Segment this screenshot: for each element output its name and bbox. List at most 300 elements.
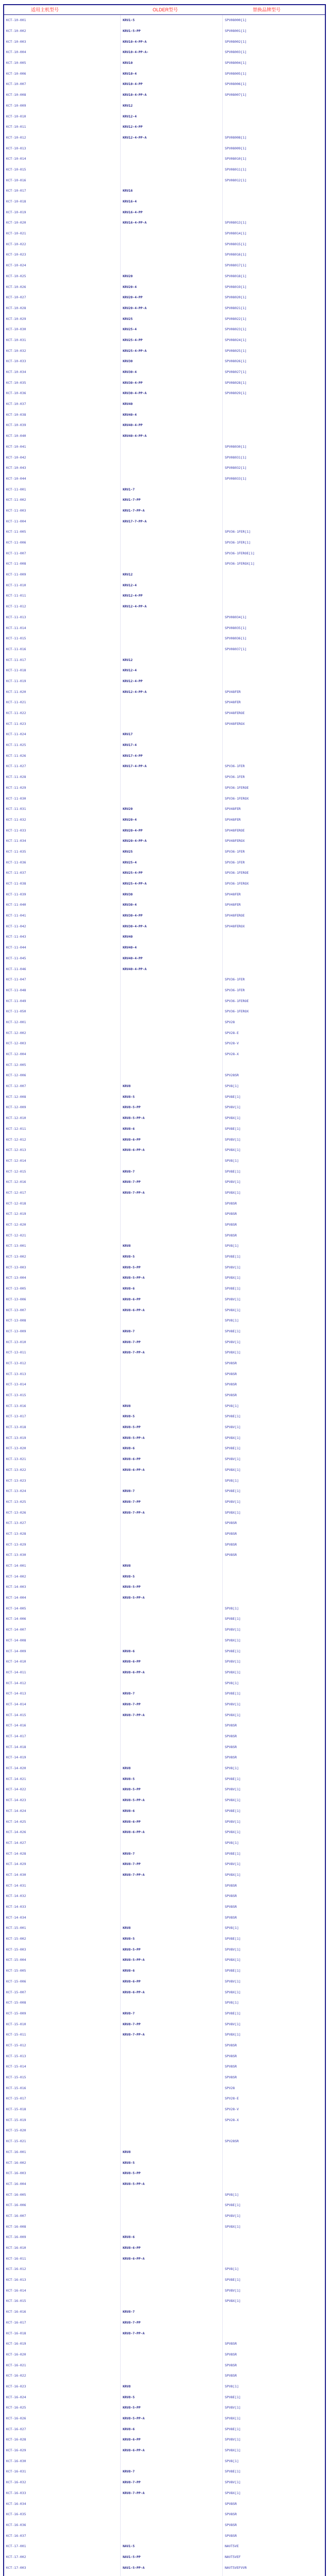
older-model-cell xyxy=(121,2072,223,2083)
host-model-cell: KCT-16-033 xyxy=(4,2488,121,2499)
host-model-cell: KCT-10-031 xyxy=(4,335,121,346)
table-row xyxy=(4,846,325,857)
older-model-cell: KRV20-4-PP xyxy=(121,825,223,836)
older-model-cell xyxy=(121,239,223,249)
replacement-model-cell: SPV08024[1] xyxy=(225,337,247,342)
older-model-cell: KRV30-4-PP-A xyxy=(121,388,223,399)
table-row xyxy=(4,1336,325,1347)
older-model-cell: KRV8-6-PP xyxy=(121,1656,223,1667)
host-model-cell: KCT-15-020 xyxy=(4,2125,121,2136)
host-model-cell: KCT-10-038 xyxy=(4,409,121,420)
older-model-cell: KRV8-7 xyxy=(121,2307,223,2317)
table-row xyxy=(4,2019,325,2029)
older-model-cell: KRV8-7-PP-A xyxy=(121,2029,223,2040)
older-model-cell: KRV40-4-PP-A xyxy=(121,963,223,974)
host-model-cell: KCT-12-013 xyxy=(4,1145,121,1156)
host-model-cell: KCT-13-014 xyxy=(4,1379,121,1390)
replacement-model-cell: SPV8SR xyxy=(225,1521,237,1526)
host-model-cell: KCT-16-032 xyxy=(4,2477,121,2488)
table-row xyxy=(4,1934,325,1944)
host-model-cell: KCT-11-017 xyxy=(4,654,121,665)
host-model-cell: KCT-10-037 xyxy=(4,399,121,410)
replacement-model-cell xyxy=(223,399,325,410)
older-model-cell: KRV8-5 xyxy=(121,1773,223,1784)
table-row xyxy=(4,686,325,697)
replacement-model-cell: SPV8[1] xyxy=(225,2459,239,2463)
replacement-model-cell: SPV28-E xyxy=(225,1030,239,1035)
older-model-cell: KRV12-4 xyxy=(121,111,223,122)
host-model-cell: KCT-14-017 xyxy=(4,1731,121,1742)
table-row xyxy=(4,175,325,185)
host-model-cell: KCT-11-035 xyxy=(4,846,121,857)
replacement-model-cell xyxy=(223,431,325,442)
older-model-cell xyxy=(121,2264,223,2275)
replacement-model-cell: SPV8X[1] xyxy=(225,1670,241,1674)
host-model-cell: KCT-16-020 xyxy=(4,2349,121,2360)
older-model-cell: KRV8-6-PP-A xyxy=(121,1827,223,1838)
table-row xyxy=(4,1230,325,1241)
replacement-model-cell: SPV48FER xyxy=(225,807,241,811)
replacement-model-cell xyxy=(223,1582,325,1592)
replacement-model-cell: SPV8SR xyxy=(225,1371,237,1376)
replacement-model-cell xyxy=(223,665,325,676)
older-model-cell: KRV12-4-PP-A xyxy=(121,132,223,143)
replacement-model-cell: SPV8E[1] xyxy=(225,2278,241,2282)
replacement-model-cell xyxy=(223,2125,325,2136)
older-model-cell xyxy=(121,1539,223,1550)
host-model-cell: KCT-14-003 xyxy=(4,1582,121,1592)
table-row xyxy=(4,601,325,612)
table-row xyxy=(4,463,325,473)
replacement-model-cell: SPV8E[1] xyxy=(225,1169,241,1174)
older-model-cell xyxy=(121,1614,223,1624)
table-row xyxy=(4,1241,325,1251)
host-model-cell: KCT-14-018 xyxy=(4,1741,121,1752)
older-model-cell: KRV25 xyxy=(121,313,223,324)
table-row xyxy=(4,2541,325,2552)
replacement-model-cell: SPV8E[1] xyxy=(225,1649,241,1653)
table-row xyxy=(4,622,325,633)
replacement-model-cell: SPV8SR xyxy=(225,1744,237,1749)
table-row xyxy=(4,2445,325,2456)
older-model-cell: KRV12-4-PP xyxy=(121,676,223,687)
replacement-model-cell: SPV8SR xyxy=(225,1894,237,1899)
older-model-cell xyxy=(121,974,223,985)
table-row xyxy=(4,772,325,783)
replacement-model-cell: SPV8V[1] xyxy=(225,1137,241,1142)
older-model-cell xyxy=(121,2530,223,2541)
older-model-cell: KRV8-5 xyxy=(121,2157,223,2168)
older-model-cell: KRV8-6 xyxy=(121,2424,223,2434)
replacement-model-cell: SPV8[1] xyxy=(225,1403,239,1408)
table-row xyxy=(4,207,325,217)
older-model-cell: KRV8-6-PP xyxy=(121,2243,223,2253)
host-model-cell: KCT-11-012 xyxy=(4,601,121,612)
table-row xyxy=(4,239,325,249)
replacement-model-cell: SPV08014[1] xyxy=(225,231,247,236)
older-model-cell: KRV12-4-PP-A xyxy=(121,601,223,612)
replacement-model-cell: SPV08018[1] xyxy=(225,274,247,278)
host-model-cell: KCT-11-008 xyxy=(4,558,121,569)
host-model-cell: KCT-10-016 xyxy=(4,175,121,185)
older-model-cell: KRV30-4 xyxy=(121,900,223,910)
table-row xyxy=(4,2509,325,2520)
table-row xyxy=(4,399,325,410)
table-row xyxy=(4,452,325,463)
older-model-cell: KRV8-7 xyxy=(121,1326,223,1337)
older-model-cell: KRV20 xyxy=(121,804,223,815)
replacement-model-cell xyxy=(223,484,325,495)
older-model-cell xyxy=(121,1880,223,1891)
table-row xyxy=(4,122,325,132)
replacement-model-cell: SPV8X[1] xyxy=(225,1116,241,1121)
older-model-cell: KRV8-7-PP xyxy=(121,2019,223,2029)
older-model-cell: KRV8-5 xyxy=(121,2392,223,2402)
host-model-cell: KCT-10-026 xyxy=(4,281,121,292)
host-model-cell: KCT-12-020 xyxy=(4,1219,121,1230)
replacement-model-cell: SPV08028[1] xyxy=(225,380,247,385)
host-model-cell: KCT-10-027 xyxy=(4,292,121,303)
replacement-model-cell: SPV8V[1] xyxy=(225,1947,241,1952)
older-model-cell: KRV8-5-PP-A xyxy=(121,2179,223,2190)
replacement-model-cell: SPV8SR xyxy=(225,2043,237,2047)
older-model-cell xyxy=(121,2061,223,2072)
replacement-model-cell: SPV8X[1] xyxy=(225,2416,241,2421)
older-model-cell xyxy=(121,452,223,463)
replacement-model-cell: SPV8E[1] xyxy=(225,1094,241,1099)
replacement-model-cell: SPV08000[1] xyxy=(225,18,247,23)
replacement-model-cell: SPV36-1FEROE[1] xyxy=(225,551,255,555)
older-model-cell xyxy=(121,1059,223,1070)
older-model-cell xyxy=(121,558,223,569)
table-row xyxy=(4,558,325,569)
older-model-cell: KRV8-7 xyxy=(121,1688,223,1699)
host-model-cell: KCT-13-013 xyxy=(4,1368,121,1379)
table-row xyxy=(4,910,325,921)
host-model-cell: KCT-13-006 xyxy=(4,1294,121,1305)
older-model-cell: KRV12-4 xyxy=(121,580,223,590)
replacement-model-cell xyxy=(223,2253,325,2264)
host-model-cell: KCT-10-002 xyxy=(4,26,121,37)
table-row xyxy=(4,1294,325,1305)
host-model-cell: KCT-13-005 xyxy=(4,1283,121,1294)
older-model-cell: NAV1-5 xyxy=(121,2541,223,2552)
host-model-cell: KCT-11-009 xyxy=(4,569,121,580)
replacement-model-cell xyxy=(223,2307,325,2317)
replacement-model-cell: SPV8[1] xyxy=(225,2267,239,2272)
host-model-cell: KCT-10-033 xyxy=(4,356,121,367)
older-model-cell: KRV16-4-PP-A xyxy=(121,217,223,228)
host-model-cell: KCT-16-010 xyxy=(4,2243,121,2253)
host-model-cell: KCT-13-025 xyxy=(4,1497,121,1507)
host-model-cell: KCT-10-022 xyxy=(4,239,121,249)
older-model-cell: KRV8-5 xyxy=(121,1571,223,1582)
host-model-cell: KCT-10-041 xyxy=(4,442,121,452)
older-model-cell: KRV8-5 xyxy=(121,1411,223,1422)
replacement-model-cell: SPV08022[1] xyxy=(225,316,247,321)
older-model-cell: KRV8-5-PP xyxy=(121,1582,223,1592)
host-model-cell: KCT-16-004 xyxy=(4,2179,121,2190)
replacement-model-cell xyxy=(223,2179,325,2190)
host-model-cell: KCT-11-043 xyxy=(4,931,121,942)
replacement-model-cell: SPV8SR xyxy=(225,1734,237,1739)
older-model-cell xyxy=(121,1475,223,1486)
table-row xyxy=(4,154,325,164)
table-row xyxy=(4,2275,325,2285)
older-model-cell: KRV8-6-PP-A xyxy=(121,1987,223,1997)
header-host-model: 适用主机型号 xyxy=(31,7,59,12)
table-row xyxy=(4,1795,325,1806)
table-row xyxy=(4,2466,325,2477)
replacement-model-cell: SPV08007[1] xyxy=(225,93,247,97)
table-row xyxy=(4,2307,325,2317)
host-model-cell: KCT-13-021 xyxy=(4,1454,121,1465)
table-row xyxy=(4,729,325,740)
table-row xyxy=(4,377,325,388)
host-model-cell: KCT-10-035 xyxy=(4,377,121,388)
table-row xyxy=(4,335,325,346)
older-model-cell: KRV12 xyxy=(121,569,223,580)
replacement-model-cell: SPV28-V xyxy=(225,2107,239,2112)
older-model-cell xyxy=(121,995,223,1006)
host-model-cell: KCT-15-012 xyxy=(4,2040,121,2051)
older-model-cell: KRV8-5-PP xyxy=(121,1784,223,1795)
table-row xyxy=(4,1848,325,1859)
older-model-cell xyxy=(121,1198,223,1209)
host-model-cell: KCT-10-005 xyxy=(4,58,121,69)
host-model-cell: KCT-14-031 xyxy=(4,1880,121,1891)
replacement-model-cell: SPV8X[1] xyxy=(225,1276,241,1280)
replacement-model-cell: SPV8SR xyxy=(225,1905,237,1909)
older-model-cell xyxy=(121,1997,223,2008)
host-model-cell: KCT-11-028 xyxy=(4,772,121,783)
replacement-model-cell: SPV8X[1] xyxy=(225,1798,241,1803)
older-model-cell: KRV17 xyxy=(121,729,223,740)
table-row xyxy=(4,1177,325,1188)
host-model-cell: KCT-11-045 xyxy=(4,953,121,964)
older-model-cell xyxy=(121,2114,223,2125)
host-model-cell: KCT-16-037 xyxy=(4,2530,121,2541)
table-row xyxy=(4,1731,325,1742)
older-model-cell xyxy=(121,1315,223,1326)
table-row xyxy=(4,164,325,175)
table-row xyxy=(4,1198,325,1209)
older-model-cell xyxy=(121,2040,223,2051)
replacement-model-cell xyxy=(223,601,325,612)
replacement-model-cell: SPV8[1] xyxy=(225,2384,239,2388)
table-row xyxy=(4,921,325,931)
host-model-cell: KCT-13-017 xyxy=(4,1411,121,1422)
table-row xyxy=(4,100,325,111)
older-model-cell xyxy=(121,249,223,260)
older-model-cell xyxy=(121,2275,223,2285)
replacement-model-cell: SPV08009[1] xyxy=(225,146,247,150)
replacement-model-cell: SPV8SR xyxy=(225,2374,237,2378)
table-row xyxy=(4,2008,325,2019)
replacement-model-cell: SPV08001[1] xyxy=(225,29,247,33)
table-row xyxy=(4,442,325,452)
table-row xyxy=(4,26,325,37)
older-model-cell xyxy=(121,1390,223,1401)
host-model-cell: KCT-11-037 xyxy=(4,868,121,878)
table-row xyxy=(4,1124,325,1134)
older-model-cell: KRV16-4-PP xyxy=(121,207,223,217)
older-model-cell: KRV8-5-PP-A xyxy=(121,1955,223,1965)
replacement-model-cell: NAVT5VEFVVR xyxy=(225,2565,247,2570)
table-row xyxy=(4,2424,325,2434)
host-model-cell: KCT-12-001 xyxy=(4,1017,121,1028)
replacement-model-cell: SPV8E[1] xyxy=(225,1329,241,1333)
host-model-cell: KCT-11-032 xyxy=(4,815,121,825)
older-model-cell xyxy=(121,2104,223,2115)
table-row xyxy=(4,1838,325,1849)
replacement-model-cell: SPV8V[1] xyxy=(225,1340,241,1344)
host-model-cell: KCT-16-013 xyxy=(4,2275,121,2285)
table-row xyxy=(4,868,325,878)
older-model-cell: KRV10-4-PP xyxy=(121,79,223,90)
table-row xyxy=(4,804,325,815)
older-model-cell: KRV8-7 xyxy=(121,1166,223,1177)
host-model-cell: KCT-16-001 xyxy=(4,2147,121,2158)
host-model-cell: KCT-10-017 xyxy=(4,185,121,196)
table-row xyxy=(4,1784,325,1795)
table-row xyxy=(4,2370,325,2381)
replacement-model-cell: SPV8E[1] xyxy=(225,2469,241,2474)
older-model-cell: KRV10 xyxy=(121,58,223,69)
replacement-model-cell: SPV8SR xyxy=(225,2512,237,2517)
table-row xyxy=(4,2179,325,2190)
table-row xyxy=(4,2147,325,2158)
replacement-model-cell xyxy=(223,1561,325,1571)
host-model-cell: KCT-14-006 xyxy=(4,1614,121,1624)
replacement-model-cell: SPV08008[1] xyxy=(225,135,247,140)
replacement-model-cell: SPV08006[1] xyxy=(225,82,247,87)
host-model-cell: KCT-14-025 xyxy=(4,1816,121,1827)
replacement-model-cell: SPV36-1FER[1] xyxy=(225,530,251,534)
host-model-cell: KCT-16-014 xyxy=(4,2285,121,2296)
host-model-cell: KCT-16-026 xyxy=(4,2413,121,2424)
table-row xyxy=(4,2232,325,2243)
table-row xyxy=(4,249,325,260)
replacement-model-cell: SPV8E[1] xyxy=(225,1414,241,1419)
replacement-model-cell: SPV48FER xyxy=(225,689,241,694)
older-model-cell: KRV1-7-PP-A xyxy=(121,505,223,516)
older-model-cell xyxy=(121,1603,223,1614)
replacement-model-cell xyxy=(223,516,325,527)
older-model-cell xyxy=(121,1912,223,1923)
table-row xyxy=(4,2455,325,2466)
table-row xyxy=(4,2488,325,2499)
host-model-cell: KCT-13-002 xyxy=(4,1251,121,1262)
table-row xyxy=(4,2477,325,2488)
older-model-cell: KRV20-4 xyxy=(121,281,223,292)
table-row xyxy=(4,2093,325,2104)
older-model-cell: KRV1-7 xyxy=(121,484,223,495)
host-model-cell: KCT-12-004 xyxy=(4,1049,121,1060)
host-model-cell: KCT-14-008 xyxy=(4,1635,121,1646)
older-model-cell: KRV8-7-PP-A xyxy=(121,2328,223,2338)
table-row xyxy=(4,1283,325,1294)
table-row xyxy=(4,1741,325,1752)
replacement-model-cell: SPV08034[1] xyxy=(225,615,247,619)
table-row xyxy=(4,708,325,719)
older-model-cell: KRV8-7-PP-A xyxy=(121,1870,223,1880)
table-row xyxy=(4,2082,325,2093)
host-model-cell: KCT-10-039 xyxy=(4,420,121,431)
older-model-cell: KRV8-7-PP-A xyxy=(121,1507,223,1518)
older-model-cell: KRV8 xyxy=(121,1923,223,1934)
replacement-model-cell: SPV8V[1] xyxy=(225,1105,241,1110)
host-model-cell: KCT-14-022 xyxy=(4,1784,121,1795)
host-model-cell: KCT-12-010 xyxy=(4,1113,121,1124)
replacement-model-cell: SPV36-1FEROE xyxy=(225,998,249,1003)
host-model-cell: KCT-11-001 xyxy=(4,484,121,495)
table-row xyxy=(4,1315,325,1326)
replacement-model-cell: SPV8E[1] xyxy=(225,1969,241,1973)
older-model-cell: KRV10-4-PP-A xyxy=(121,36,223,47)
host-model-cell: KCT-11-027 xyxy=(4,761,121,772)
replacement-model-cell: SPV8[1] xyxy=(225,1766,239,1771)
table-row xyxy=(4,633,325,644)
older-model-cell xyxy=(121,228,223,239)
replacement-model-cell: SPV8X[1] xyxy=(225,1830,241,1835)
replacement-model-cell: SPV48FEROX xyxy=(225,924,245,928)
host-model-cell: KCT-12-005 xyxy=(4,1059,121,1070)
host-model-cell: KCT-14-015 xyxy=(4,1709,121,1720)
replacement-model-cell: SPV8V[1] xyxy=(225,1979,241,1984)
replacement-model-cell: SPV48FER xyxy=(225,700,241,705)
table-row xyxy=(4,974,325,985)
older-model-cell xyxy=(121,1006,223,1017)
host-model-cell: KCT-16-009 xyxy=(4,2232,121,2243)
table-row xyxy=(4,2413,325,2424)
replacement-model-cell: SPV8V[1] xyxy=(225,2213,241,2218)
header-older-model: OLDER型号 xyxy=(153,7,178,12)
host-model-cell: KCT-16-031 xyxy=(4,2466,121,2477)
host-model-cell: KCT-10-001 xyxy=(4,15,121,26)
host-model-cell: KCT-14-023 xyxy=(4,1795,121,1806)
older-model-cell: KRV8-6-PP-A xyxy=(121,1667,223,1678)
host-model-cell: KCT-15-018 xyxy=(4,2104,121,2115)
table-row xyxy=(4,79,325,90)
older-model-cell xyxy=(121,537,223,548)
older-model-cell xyxy=(121,2349,223,2360)
host-model-cell: KCT-14-001 xyxy=(4,1561,121,1571)
older-model-cell xyxy=(121,527,223,537)
older-model-cell xyxy=(121,2136,223,2147)
host-model-cell: KCT-13-016 xyxy=(4,1400,121,1411)
host-model-cell: KCT-11-036 xyxy=(4,857,121,868)
replacement-model-cell xyxy=(223,963,325,974)
older-model-cell xyxy=(121,1902,223,1912)
older-model-cell: KRV30-4-PP-A xyxy=(121,921,223,931)
older-model-cell: KRV8-5-PP xyxy=(121,2402,223,2413)
host-model-cell: KCT-16-005 xyxy=(4,2189,121,2200)
replacement-model-cell: SPV28 xyxy=(225,1020,235,1024)
table-row xyxy=(4,313,325,324)
table-row xyxy=(4,1870,325,1880)
replacement-model-cell: SPV8V[1] xyxy=(225,1425,241,1430)
older-model-cell: KRV8-5-PP xyxy=(121,1262,223,1273)
host-model-cell: KCT-17-002 xyxy=(4,2552,121,2563)
older-model-cell xyxy=(121,2221,223,2232)
table-frame xyxy=(3,4,326,2576)
replacement-model-cell: SPV8X[1] xyxy=(225,2448,241,2453)
host-model-cell: KCT-12-008 xyxy=(4,1091,121,1102)
table-row xyxy=(4,1304,325,1315)
replacement-model-cell: SPV08025[1] xyxy=(225,348,247,353)
replacement-model-cell xyxy=(223,2243,325,2253)
